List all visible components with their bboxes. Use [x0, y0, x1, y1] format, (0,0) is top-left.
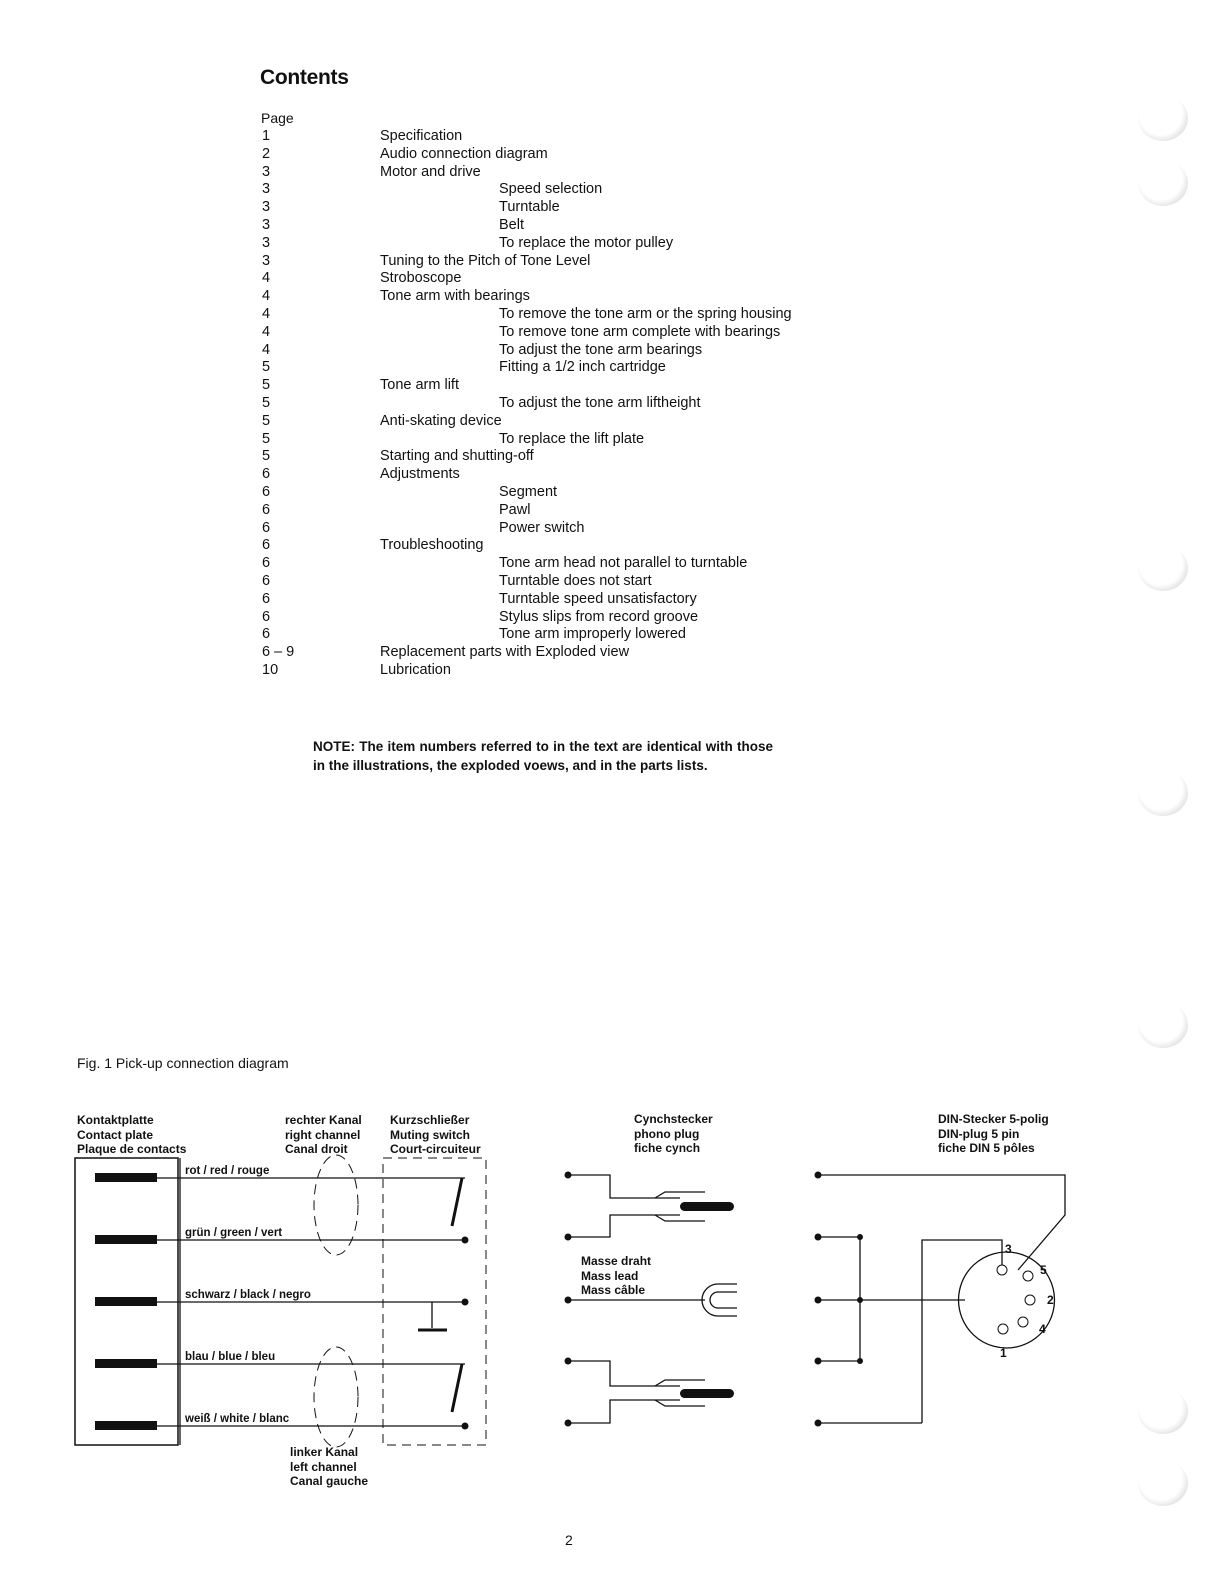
toc-page-header: Page	[261, 110, 294, 126]
toc-entry-title: Turntable speed unsatisfactory	[499, 590, 697, 607]
toc-entry	[0, 252, 900, 270]
binder-hole	[1138, 1388, 1188, 1434]
contact-pad-2	[95, 1235, 157, 1244]
toc-entry-title: Speed selection	[499, 181, 603, 198]
toc-page-number: 5	[262, 412, 271, 429]
toc-page-number: 4	[262, 288, 271, 305]
toc-page-number: 3	[262, 252, 271, 269]
toc-entry-title: Tuning to the Pitch of Tone Level	[380, 252, 591, 269]
toc-page-number: 6	[262, 537, 271, 554]
toc-entry	[0, 661, 900, 679]
left-channel-label-de: linker Kanal	[290, 1445, 359, 1459]
right-channel-label-de: rechter Kanal	[285, 1113, 362, 1127]
toc-entry-title: Segment	[499, 484, 558, 500]
mass-lead-label-de: Masse draht	[581, 1254, 652, 1268]
contact-pad-1	[95, 1173, 157, 1182]
toc-page-number: 6	[262, 501, 271, 518]
page-number: 2	[565, 1532, 573, 1548]
toc-entry-title: Tone arm improperly lowered	[499, 626, 686, 643]
wire-label-black: schwarz / black / negro	[185, 1289, 311, 1301]
din-pin-5: 5	[1040, 1263, 1047, 1277]
toc-entry	[0, 376, 900, 394]
toc-entry-title: Tone arm head not parallel to turntable	[499, 555, 748, 572]
toc-entry-title: Tone arm lift	[380, 377, 459, 394]
toc-entry-title: Turntable	[499, 199, 560, 216]
toc-page-number: 4	[262, 306, 271, 322]
muting-switch-label-en: Muting switch	[390, 1128, 470, 1142]
toc-page-number: 4	[262, 341, 271, 358]
toc-entry	[0, 501, 900, 519]
toc-entry	[0, 608, 900, 626]
phono-plug-label-en: phono plug	[634, 1127, 700, 1141]
toc-page-number: 4	[262, 270, 271, 287]
toc-page-number: 6	[262, 466, 271, 483]
toc-entry-title: To remove tone arm complete with bearings	[499, 323, 781, 340]
toc-entry	[0, 234, 900, 252]
binder-hole	[1138, 545, 1188, 591]
left-channel-label-fr: Canal gauche	[290, 1474, 369, 1488]
toc-entry-title: To adjust the tone arm bearings	[499, 341, 703, 358]
toc-page-number: 6	[262, 573, 271, 589]
toc-entry	[0, 127, 900, 145]
toc-page-number: 6	[262, 626, 271, 643]
toc-entry-title: To adjust the tone arm liftheight	[499, 395, 701, 411]
toc-entry	[0, 590, 900, 608]
toc-entry	[0, 216, 900, 234]
toc-entry	[0, 145, 900, 163]
toc-entry-title: Lubrication	[380, 662, 451, 678]
toc-entry	[0, 519, 900, 537]
toc-page-number: 5	[262, 377, 271, 394]
toc-entry	[0, 198, 900, 216]
toc-entry-title: Power switch	[499, 519, 585, 536]
wire-label-white: weiß / white / blanc	[185, 1413, 290, 1425]
toc-page-number: 6 – 9	[262, 644, 295, 661]
toc-entry	[0, 465, 900, 483]
note-text: NOTE: The item numbers referred to in the text are identical with those in the illustrations, the exploded voews, and in the parts lists.	[313, 739, 773, 773]
toc-entry	[0, 305, 900, 323]
toc-entry-title: To remove the tone arm or the spring housing	[499, 306, 792, 322]
muting-switch-label-fr: Court-circuiteur	[390, 1142, 481, 1156]
din-plug-label-fr: fiche DIN 5 pôles	[938, 1141, 1035, 1155]
din-pin-1: 1	[1000, 1346, 1007, 1360]
toc-entry	[0, 554, 900, 572]
figure-caption: Fig. 1 Pick-up connection diagram	[77, 1055, 289, 1071]
phono-plug-label-de: Cynchstecker	[634, 1112, 713, 1126]
toc-page-number: 10	[262, 662, 279, 678]
phono-plug-label-fr: fiche cynch	[634, 1141, 701, 1155]
binder-hole	[1138, 770, 1188, 816]
toc-page-number: 4	[262, 323, 271, 340]
toc-page-number: 3	[262, 217, 271, 233]
toc-entry	[0, 536, 900, 554]
contact-pad-5	[95, 1421, 157, 1430]
contact-plate-label-fr: Plaque de contacts	[77, 1142, 187, 1156]
toc-entry-title: Starting and shutting-off	[380, 448, 534, 465]
binder-hole	[1138, 1002, 1188, 1048]
toc-page-number: 3	[262, 234, 271, 251]
din-plug-label-de: DIN-Stecker 5-polig	[938, 1112, 1049, 1126]
toc-entry	[0, 412, 900, 430]
din-plug-label-en: DIN-plug 5 pin	[938, 1127, 1020, 1141]
toc-entry-title: Adjustments	[380, 466, 460, 483]
toc-entry	[0, 430, 900, 448]
toc-page-number: 6	[262, 555, 271, 572]
toc-entry-title: Tone arm with bearings	[380, 288, 530, 305]
toc-entry-title: To replace the motor pulley	[499, 234, 674, 251]
wire-label-blue: blau / blue / bleu	[185, 1351, 276, 1363]
toc-entry-title: To replace the lift plate	[499, 430, 645, 447]
toc-entry	[0, 572, 900, 590]
toc-entry-title: Pawl	[499, 501, 531, 518]
toc-entry	[0, 341, 900, 359]
binder-hole	[1138, 1460, 1188, 1506]
toc-entry-title: Fitting a 1/2 inch cartridge	[499, 359, 666, 376]
muting-switch-label-de: Kurzschließer	[390, 1113, 470, 1127]
toc-entry	[0, 625, 900, 643]
toc-entry-title: Belt	[499, 217, 524, 233]
mass-lead-label-fr: Mass câble	[581, 1283, 646, 1297]
toc-entry-title: Replacement parts with Exploded view	[380, 644, 630, 661]
toc-entry-title: Troubleshooting	[380, 537, 484, 554]
toc-page-number: 5	[262, 430, 271, 447]
wire-label-green: grün / green / vert	[185, 1227, 283, 1239]
toc-entry	[0, 358, 900, 376]
right-channel-label-fr: Canal droit	[285, 1142, 348, 1156]
toc-entry	[0, 323, 900, 341]
toc-page-number: 2	[262, 145, 271, 162]
toc-entry-title: Stroboscope	[380, 270, 462, 287]
toc-entry-title: Turntable does not start	[499, 573, 652, 589]
contact-plate-label-en: Contact plate	[77, 1128, 154, 1142]
toc-entry	[0, 483, 900, 501]
toc-entry	[0, 447, 900, 465]
din-pin-4: 4	[1039, 1322, 1046, 1336]
toc-page-number: 6	[262, 519, 271, 536]
toc-entry	[0, 163, 900, 181]
toc-entry-title: Stylus slips from record groove	[499, 608, 699, 625]
wire-label-red: rot / red / rouge	[185, 1165, 270, 1177]
toc-entry-title: Audio connection diagram	[380, 145, 548, 162]
toc-page-number: 3	[262, 163, 271, 180]
toc-entry-title: Anti-skating device	[380, 412, 502, 429]
toc-page-number: 6	[262, 590, 271, 607]
din-pin-2: 2	[1047, 1293, 1054, 1307]
toc-page-number: 5	[262, 359, 271, 376]
toc-page-number: 5	[262, 448, 271, 465]
pickup-connection-diagram	[0, 1100, 1211, 1520]
right-channel-label-en: right channel	[285, 1128, 361, 1142]
toc-entry-title: Specification	[380, 128, 463, 144]
contact-plate-label-de: Kontaktplatte	[77, 1113, 154, 1127]
toc-entry	[0, 269, 900, 287]
binder-hole	[1138, 95, 1188, 141]
contact-pad-3	[95, 1297, 157, 1306]
toc-entry-title: Motor and drive	[380, 163, 481, 180]
mass-lead-label-en: Mass lead	[581, 1269, 639, 1283]
left-channel-loop	[314, 1347, 358, 1447]
toc-entry	[0, 180, 900, 198]
toc-page-number: 3	[262, 181, 271, 198]
toc-page-number: 6	[262, 484, 271, 500]
din-pin-3: 3	[1005, 1242, 1012, 1256]
toc-page-number: 1	[262, 128, 271, 144]
toc-page-number: 5	[262, 395, 271, 411]
left-channel-label-en: left channel	[290, 1460, 357, 1474]
toc-page-number: 3	[262, 199, 271, 216]
toc-entry	[0, 287, 900, 305]
toc-page-number: 6	[262, 608, 271, 625]
toc-entry	[0, 394, 900, 412]
contact-pad-4	[95, 1359, 157, 1368]
toc-entry	[0, 643, 900, 661]
binder-hole	[1138, 160, 1188, 206]
page-title: Contents	[260, 66, 349, 89]
